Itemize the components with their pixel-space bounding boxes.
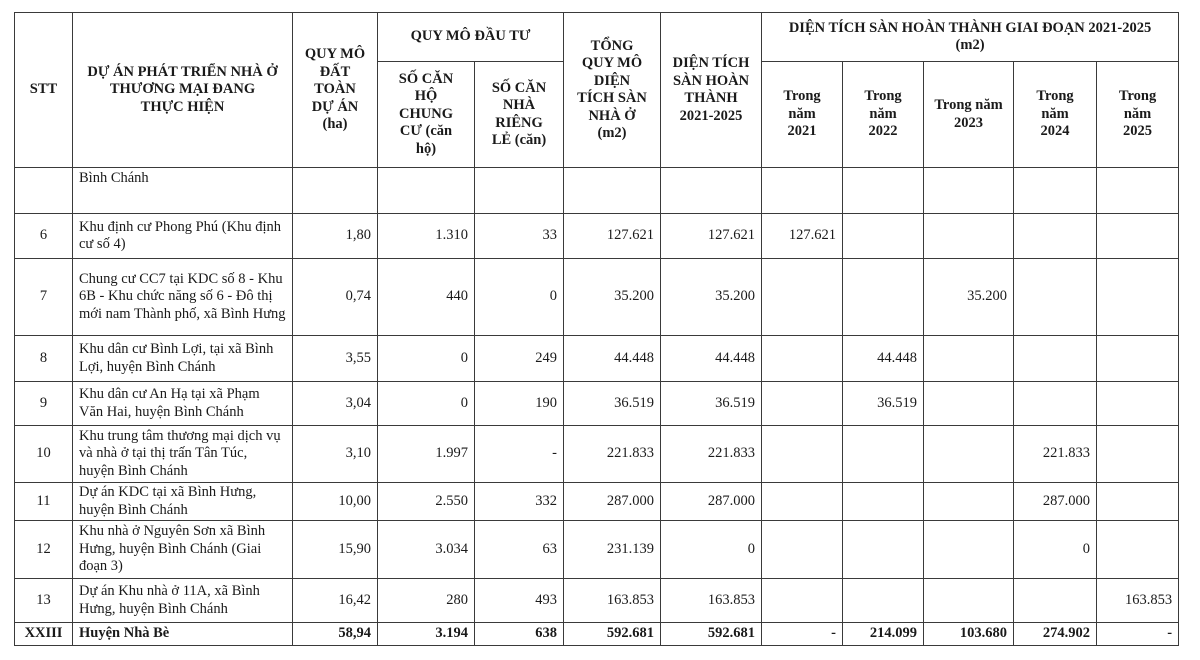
cell-y2021: 127.621: [762, 214, 843, 259]
cell-total: 287.000: [564, 483, 661, 521]
cell-stt: 8: [15, 336, 73, 382]
cell-stt: 12: [15, 521, 73, 579]
cell-y2022: [843, 259, 924, 336]
total-y2025: -: [1097, 623, 1179, 646]
cell-y2025: [1097, 259, 1179, 336]
cell-name: Khu dân cư Bình Lợi, tại xã Bình Lợi, huyện Bình Chánh: [73, 336, 293, 382]
header-year-2024: Trong năm 2024: [1014, 62, 1097, 168]
cell-y2022: 36.519: [843, 382, 924, 426]
cell-stt: 9: [15, 382, 73, 426]
cell-y2021: [762, 382, 843, 426]
cell-total: 163.853: [564, 579, 661, 623]
header-period-group: DIỆN TÍCH SÀN HOÀN THÀNH GIAI ĐOẠN 2021-2025 (m2): [762, 13, 1179, 62]
cell-houses: -: [475, 426, 564, 483]
cell-y2025: [1097, 336, 1179, 382]
cell-houses: 63: [475, 521, 564, 579]
cell-apartments: 280: [378, 579, 475, 623]
cell-houses: 0: [475, 259, 564, 336]
cell-y2022: [843, 579, 924, 623]
header-year-2022: Trong năm 2022: [843, 62, 924, 168]
cell-land: 3,55: [293, 336, 378, 382]
cell-y2021: [762, 259, 843, 336]
cell-land: 3,10: [293, 426, 378, 483]
header-apartments: SỐ CĂN HỘ CHUNG CƯ (căn hộ): [378, 62, 475, 168]
cell-y2021: [762, 426, 843, 483]
cell-apartments: 3.034: [378, 521, 475, 579]
cell-y2024: 287.000: [1014, 483, 1097, 521]
cell-stt: 11: [15, 483, 73, 521]
cell-completed: 0: [661, 521, 762, 579]
cell-stt: 7: [15, 259, 73, 336]
table-row: [15, 579, 1179, 623]
cell-y2023: [924, 579, 1014, 623]
cell-apartments: 2.550: [378, 483, 475, 521]
total-y2022: 214.099: [843, 623, 924, 646]
cell-y2022: 44.448: [843, 336, 924, 382]
cell-y2023: [924, 521, 1014, 579]
cell-apartments: 1.997: [378, 426, 475, 483]
housing-projects-table: [14, 12, 1179, 646]
cell-name: Dự án Khu nhà ở 11A, xã Bình Hưng, huyện Bình Chánh: [73, 579, 293, 623]
cell-y2021: [762, 336, 843, 382]
cell-y2024: [1014, 259, 1097, 336]
cell-name: Khu trung tâm thương mại dịch vụ và nhà ở tại thị trấn Tân Túc, huyện Bình Chánh: [73, 426, 293, 483]
cell-y2021: [762, 483, 843, 521]
header-stt: STT: [15, 13, 73, 168]
header-completed-floor-area: DIỆN TÍCH SÀN HOÀN THÀNH 2021-2025: [661, 13, 762, 168]
table-row: [15, 336, 1179, 382]
cell-y2025: 163.853: [1097, 579, 1179, 623]
total-y2024: 274.902: [1014, 623, 1097, 646]
cell-y2024: [1014, 382, 1097, 426]
cell-stt: 13: [15, 579, 73, 623]
cell-total: 231.139: [564, 521, 661, 579]
total-y2021: -: [762, 623, 843, 646]
cell-total: 35.200: [564, 259, 661, 336]
cell-stt: 6: [15, 214, 73, 259]
total-houses: 638: [475, 623, 564, 646]
table-row: [15, 483, 1179, 521]
cell-land: 10,00: [293, 483, 378, 521]
cell-name: Khu nhà ở Nguyên Sơn xã Bình Hưng, huyện Bình Chánh (Giai đoạn 3): [73, 521, 293, 579]
cell-apartments: 0: [378, 382, 475, 426]
cell-y2024: [1014, 214, 1097, 259]
total-apartments: 3.194: [378, 623, 475, 646]
cell-name: Dự án KDC tại xã Bình Hưng, huyện Bình Chánh: [73, 483, 293, 521]
cell-houses: 493: [475, 579, 564, 623]
total-total: 592.681: [564, 623, 661, 646]
section-label: Bình Chánh: [73, 168, 293, 214]
cell-y2023: [924, 426, 1014, 483]
cell-name: Khu định cư Phong Phú (Khu định cư số 4): [73, 214, 293, 259]
cell-y2024: [1014, 336, 1097, 382]
header-year-2025: Trong năm 2025: [1097, 62, 1179, 168]
cell-y2022: [843, 426, 924, 483]
cell-y2023: [924, 336, 1014, 382]
cell-y2024: 221.833: [1014, 426, 1097, 483]
total-stt: XXIII: [15, 623, 73, 646]
cell-completed: 36.519: [661, 382, 762, 426]
cell-y2025: [1097, 426, 1179, 483]
cell-completed: 287.000: [661, 483, 762, 521]
total-name: Huyện Nhà Bè: [73, 623, 293, 646]
header-year-2023: Trong năm 2023: [924, 62, 1014, 168]
cell-total: 221.833: [564, 426, 661, 483]
cell-stt: 10: [15, 426, 73, 483]
cell-completed: 163.853: [661, 579, 762, 623]
cell-completed: 127.621: [661, 214, 762, 259]
cell-completed: 35.200: [661, 259, 762, 336]
cell-y2023: [924, 483, 1014, 521]
cell-y2025: [1097, 214, 1179, 259]
cell-y2023: [924, 214, 1014, 259]
cell-apartments: 440: [378, 259, 475, 336]
cell-land: 1,80: [293, 214, 378, 259]
table-row: [15, 382, 1179, 426]
cell-total: 44.448: [564, 336, 661, 382]
cell-land: 3,04: [293, 382, 378, 426]
cell-land: 15,90: [293, 521, 378, 579]
cell-houses: 190: [475, 382, 564, 426]
section-row: [15, 168, 1179, 214]
cell-completed: 44.448: [661, 336, 762, 382]
cell-y2021: [762, 521, 843, 579]
table-row: [15, 259, 1179, 336]
total-y2023: 103.680: [924, 623, 1014, 646]
total-row: [15, 623, 1179, 646]
cell-y2025: [1097, 521, 1179, 579]
cell-y2023: [924, 382, 1014, 426]
table-row: [15, 521, 1179, 579]
cell-y2021: [762, 579, 843, 623]
cell-land: 0,74: [293, 259, 378, 336]
cell-y2025: [1097, 483, 1179, 521]
cell-y2024: 0: [1014, 521, 1097, 579]
total-completed: 592.681: [661, 623, 762, 646]
cell-y2023: 35.200: [924, 259, 1014, 336]
cell-name: Chung cư CC7 tại KDC số 8 - Khu 6B - Khu chức năng số 6 - Đô thị mới nam Thành phố, xã Bình Hưng: [73, 259, 293, 336]
cell-y2025: [1097, 382, 1179, 426]
cell-houses: 249: [475, 336, 564, 382]
cell-houses: 332: [475, 483, 564, 521]
cell-total: 36.519: [564, 382, 661, 426]
table-row: [15, 426, 1179, 483]
header-houses: SỐ CĂN NHÀ RIÊNG LẺ (căn): [475, 62, 564, 168]
header-project: DỰ ÁN PHÁT TRIỂN NHÀ Ở THƯƠNG MẠI ĐANG THỰC HIỆN: [73, 13, 293, 168]
cell-houses: 33: [475, 214, 564, 259]
cell-y2022: [843, 483, 924, 521]
cell-apartments: 1.310: [378, 214, 475, 259]
cell-completed: 221.833: [661, 426, 762, 483]
cell-total: 127.621: [564, 214, 661, 259]
cell-apartments: 0: [378, 336, 475, 382]
header-total-floor-area: TỔNG QUY MÔ DIỆN TÍCH SÀN NHÀ Ở (m2): [564, 13, 661, 168]
cell-land: 16,42: [293, 579, 378, 623]
total-land: 58,94: [293, 623, 378, 646]
cell-y2022: [843, 214, 924, 259]
header-year-2021: Trong năm 2021: [762, 62, 843, 168]
header-land-area: QUY MÔ ĐẤT TOÀN DỰ ÁN (ha): [293, 13, 378, 168]
cell-y2022: [843, 521, 924, 579]
table-row: [15, 214, 1179, 259]
cell-name: Khu dân cư An Hạ tại xã Phạm Văn Hai, huyện Bình Chánh: [73, 382, 293, 426]
cell-y2024: [1014, 579, 1097, 623]
header-investment-scale: QUY MÔ ĐẦU TƯ: [378, 13, 564, 62]
